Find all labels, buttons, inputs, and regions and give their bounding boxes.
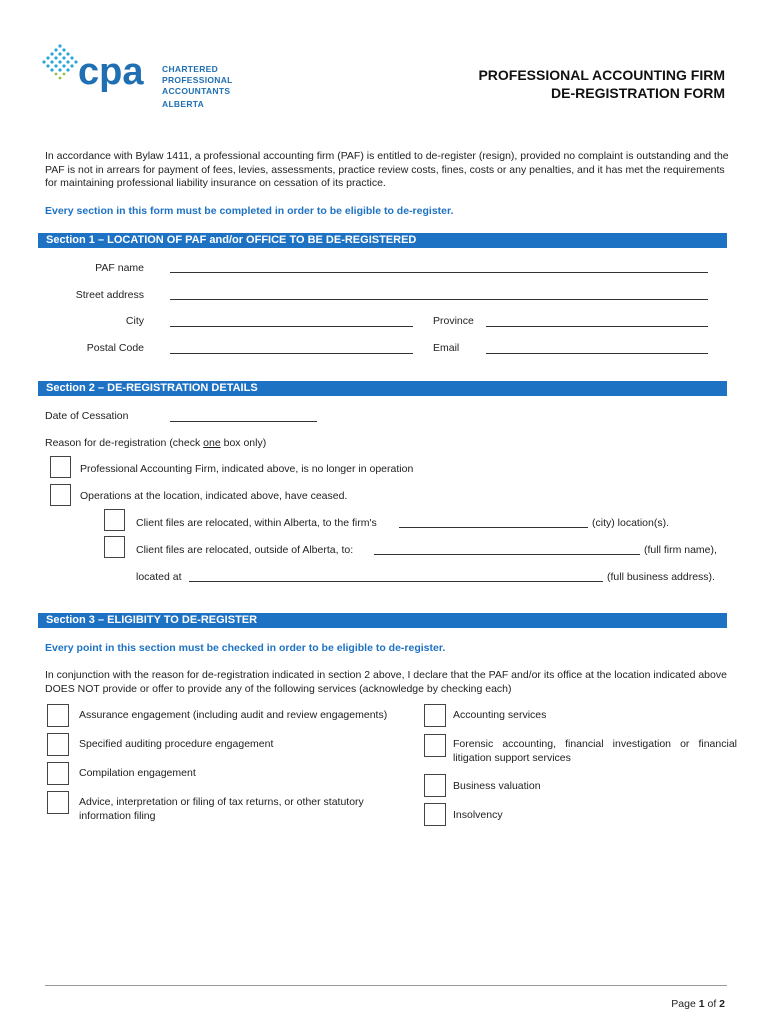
- section3-note: Every point in this section must be checked in order to be eligible to de-register.: [45, 642, 446, 654]
- tax-advice-checkbox[interactable]: [47, 791, 69, 814]
- email-field[interactable]: [486, 353, 708, 354]
- every-section-note: Every section in this form must be completed in order to be eligible to de-register.: [45, 205, 454, 217]
- relocated-outside-firm-field[interactable]: [374, 554, 640, 555]
- specified-auditing-label: Specified auditing procedure engagement: [79, 738, 274, 750]
- form-title: [478, 66, 725, 102]
- relocated-outside-checkbox[interactable]: [104, 536, 125, 558]
- province-label: Province: [433, 315, 474, 327]
- reason-ops-checkbox[interactable]: [50, 484, 71, 506]
- located-at-suffix: (full business address).: [607, 571, 715, 583]
- email-label: Email: [433, 342, 460, 354]
- relocated-within-checkbox[interactable]: [104, 509, 125, 531]
- section3-header: Section 3 – ELIGIBITY TO DE-REGISTER: [38, 613, 727, 628]
- reason-label: Reason for de-registration (check one box only): [45, 437, 267, 449]
- logo-line-accountants: ACCOUNTANTS: [162, 86, 231, 96]
- insolvency-label: Insolvency: [453, 809, 503, 821]
- forensic-label: Forensic accounting, financial investigation or financial litigation support services: [453, 738, 737, 764]
- date-of-cessation-label: Date of Cessation: [45, 410, 129, 422]
- logo-wordmark: [162, 64, 233, 110]
- section2-header: Section 2 – DE-REGISTRATION DETAILS: [38, 381, 727, 396]
- form-title-line2: DE-REGISTRATION FORM: [551, 85, 725, 101]
- postal-code-field[interactable]: [170, 353, 413, 354]
- business-valuation-checkbox[interactable]: [424, 774, 446, 797]
- postal-code-label: Postal Code: [86, 342, 144, 354]
- insolvency-checkbox[interactable]: [424, 803, 446, 826]
- paf-name-label: PAF name: [95, 262, 144, 274]
- tax-advice-label: Advice, interpretation or filing of tax returns, or other statutory information filing: [79, 796, 364, 822]
- assurance-checkbox[interactable]: [47, 704, 69, 727]
- svg-text:cpa: cpa: [78, 51, 144, 93]
- cpa-logo-mark: [38, 40, 163, 110]
- form-title-line1: PROFESSIONAL ACCOUNTING FIRM: [478, 67, 725, 83]
- specified-auditing-checkbox[interactable]: [47, 733, 69, 756]
- footer-divider: [45, 985, 727, 986]
- relocated-within-city-field[interactable]: [399, 527, 588, 528]
- date-of-cessation-field[interactable]: [170, 421, 317, 422]
- compilation-checkbox[interactable]: [47, 762, 69, 785]
- logo-line-alberta: ALBERTA: [162, 99, 205, 109]
- compilation-label: Compilation engagement: [79, 767, 196, 779]
- declaration-paragraph: In conjunction with the reason for de-registration indicated in section 2 above, I declare that the PAF and/or its office at the location indicated above DOES NOT provide or offer to provide any of the following services (acknowledge by checking each): [45, 669, 727, 695]
- forensic-checkbox[interactable]: [424, 734, 446, 757]
- street-address-field[interactable]: [170, 299, 708, 300]
- logo-line-professional: PROFESSIONAL: [162, 75, 233, 85]
- city-label: City: [125, 315, 144, 327]
- relocated-within-suffix: (city) location(s).: [592, 517, 670, 529]
- paf-name-field[interactable]: [170, 272, 708, 273]
- logo-line-chartered: CHARTERED: [162, 64, 219, 74]
- accounting-services-checkbox[interactable]: [424, 704, 446, 727]
- intro-paragraph: In accordance with Bylaw 1411, a professional accounting firm (PAF) is entitled to de-register (resign), provided no complaint is outstanding and the PAF is not in arrears for payment of fees, levies, assessments, practice review costs, fines, costs or any penalties, and it has met the requirements for maintaining professional liability insurance on cessation of its practice.: [45, 150, 729, 189]
- province-field[interactable]: [486, 326, 708, 327]
- reason-ops-label: Operations at the location, indicated above, have ceased.: [80, 490, 348, 502]
- reason-firm-checkbox[interactable]: [50, 456, 71, 478]
- business-valuation-label: Business valuation: [453, 780, 541, 792]
- relocated-within-label: Client files are relocated, within Alberta, to the firm's: [136, 517, 377, 529]
- assurance-label: Assurance engagement (including audit and review engagements): [79, 709, 388, 721]
- relocated-outside-suffix: (full firm name),: [644, 544, 717, 556]
- page-number: Page 1 of 2: [671, 998, 725, 1010]
- located-at-field[interactable]: [189, 581, 603, 582]
- accounting-services-label: Accounting services: [453, 709, 547, 721]
- street-address-label: Street address: [75, 289, 144, 301]
- city-field[interactable]: [170, 326, 413, 327]
- reason-firm-label: Professional Accounting Firm, indicated above, is no longer in operation: [80, 463, 414, 475]
- section1-header: Section 1 – LOCATION OF PAF and/or OFFICE TO BE DE-REGISTERED: [38, 233, 727, 248]
- relocated-outside-label: Client files are relocated, outside of Alberta, to:: [136, 544, 354, 556]
- located-at-label: located at: [136, 571, 182, 583]
